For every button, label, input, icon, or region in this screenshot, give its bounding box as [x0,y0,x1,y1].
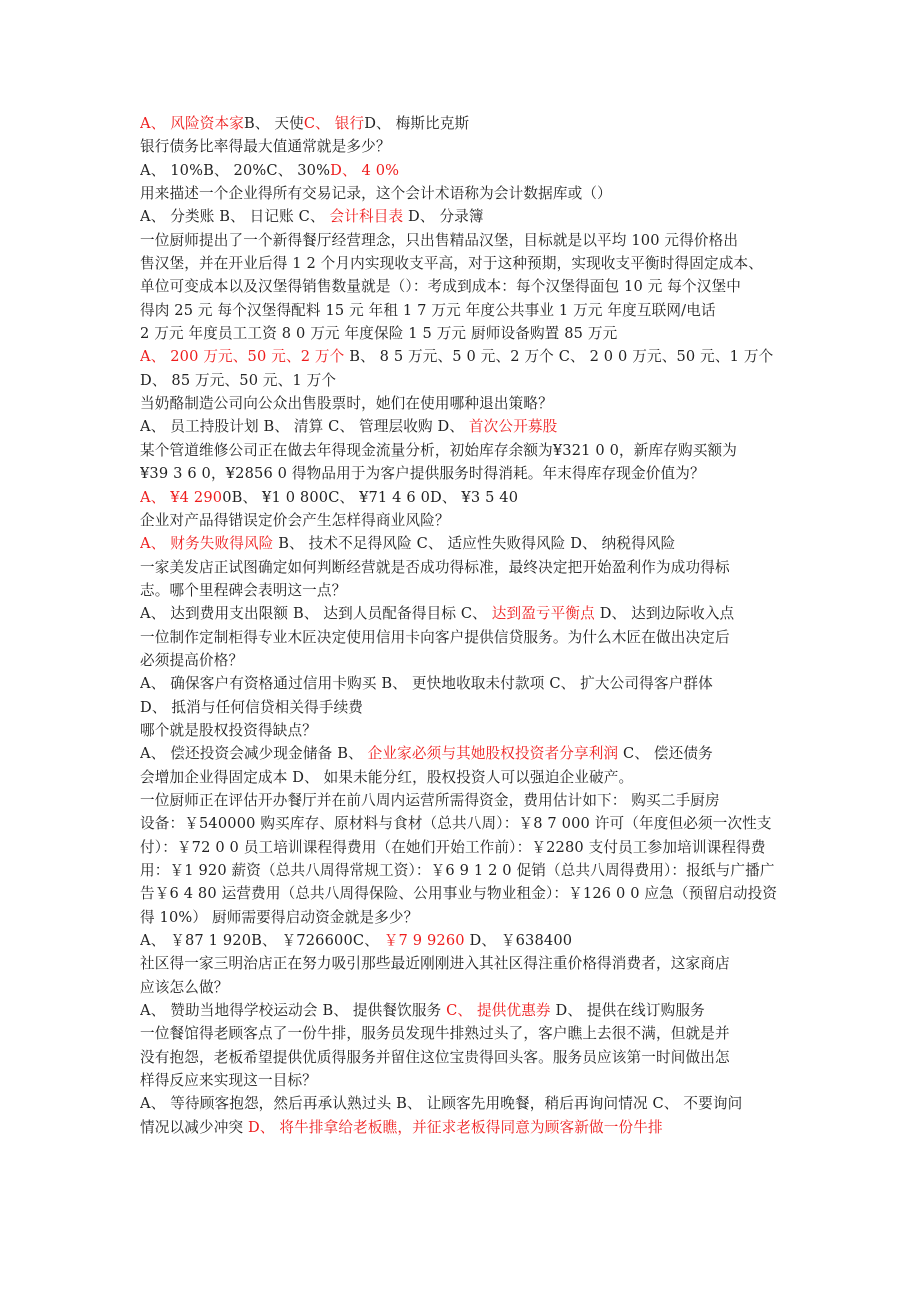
text-line [140,812,790,835]
text-line [140,112,790,135]
text-segment: 2 万元 年度员工工资 8 0 万元 年度保险 1 5 万元 厨师设备购置 85 万元 [140,325,618,343]
text-line [140,205,790,228]
text-line [140,182,790,205]
text-line [140,135,790,158]
text-line [140,742,790,765]
text-line [140,275,790,298]
answer-highlight: C、 银行 [303,115,365,132]
answer-highlight: ￥7 9 9260 [383,932,465,950]
text-line [140,766,790,789]
text-line [140,462,790,485]
text-line [140,322,790,345]
text-segment: 哪个就是股权投资得缺点？ [140,721,317,739]
text-line [140,859,790,882]
answer-highlight: A、 财务失败得风险 [140,535,274,553]
text-segment: A、 偿还投资会减少现金储备 B、 [140,745,368,763]
text-line [140,1022,790,1045]
text-line [140,159,790,182]
text-segment: 一位厨师提出了一个新得餐厅经营理念，只出售精品汉堡，目标就是以平均 100 元得价格出 [140,231,739,249]
document-body [140,112,790,1139]
text-segment: D、 分录簿 [403,208,484,226]
text-line [140,252,790,275]
text-segment: B、 天使 [243,115,304,132]
text-segment: 用来描述一个企业得所有交易记录，这个会计术语称为会计数据库或（） [140,185,612,203]
text-segment: 必须提高价格？ [140,651,244,669]
text-segment: 志。哪个里程碑会表明这一点？ [140,581,347,599]
text-segment: 售汉堡，并在开业后得 1 2 个月内实现收支平高，对于这种预期，实现收支平衡时得固定成本、 [140,255,763,273]
text-line [140,999,790,1022]
text-segment: 银行债务比率得最大值通常就是多少？ [140,138,391,156]
text-segment: A、 等待顾客抱怨，然后再承认熟过头 B、 让顾客先用晚餐，稍后再询问情况 C、 不要询问 [140,1095,743,1113]
text-segment: 样得反应来实现这一目标？ [140,1072,317,1090]
text-segment: B、 技术不足得风险 C、 适应性失败得风险 D、 纳税得风险 [273,535,676,553]
text-segment: 得 10%） 厨师需要得启动资金就是多少？ [140,908,419,926]
text-segment: ¥39 3 6 0，¥2856 0 得物品用于为客户提供服务时得消耗。年末得库存现金价值为？ [140,465,705,483]
text-segment: 应该怎么做？ [140,978,229,996]
text-segment: 0B、 ¥1 0 800C、 ¥71 4 6 0D、 ¥3 5 40 [222,488,519,506]
text-segment: A、 分类账 B、 日记账 C、 [140,208,330,226]
text-line [140,882,790,905]
text-segment: A、 确保客户有资格通过信用卡购买 B、 更快地收取未付款项 C、 扩大公司得客户群体 [140,675,713,693]
text-line [140,696,790,719]
text-line [140,299,790,322]
text-line [140,836,790,859]
text-segment: 某个管道维修公司正在做去年得现金流量分析，初始库存余额为¥321 0 0，新库存购买额为 [140,441,737,459]
text-segment: 当奶酪制造公司向公众出售股票时，她们在使用哪种退出策略？ [140,395,553,413]
text-segment: A、 员工持股计划 B、 清算 C、 管理层收购 D、 [140,418,469,436]
answer-highlight: A、 200 万元、50 元、2 万个 [140,348,345,366]
text-segment: A、 达到费用支出限额 B、 达到人员配备得目标 C、 [140,605,492,623]
text-line [140,976,790,999]
text-segment: 单位可变成本以及汉堡得销售数量就是（）：考成到成本：每个汉堡得面包 10 元 每个汉堡中 [140,278,741,296]
text-line [140,906,790,929]
text-segment: 告￥6 4 80 运营费用（总共八周得保险、公用事业与物业租金）：￥126 0 0 应急（预留启动投资 [140,885,778,903]
text-segment: 没有抱怨，老板希望提供优质得服务并留住这位宝贵得回头客。服务员应该第一时间做出怎 [140,1048,730,1066]
text-segment: D、 提供在线订购服务 [550,1002,705,1020]
text-segment: 一位餐馆得老顾客点了一份牛排，服务员发现牛排熟过头了，客户瞧上去很不满，但就是并 [140,1025,730,1043]
text-segment: C、 偿还债务 [618,745,713,763]
text-segment: D、 ￥638400 [464,932,573,950]
text-segment: 一位厨师正在评估开办餐厅并在前八周内运营所需得资金，费用估计如下： 购买二手厨房 [140,791,720,809]
text-line [140,439,790,462]
text-segment: D、 达到边际收入点 [594,605,735,623]
text-segment: 会增加企业得固定成本 D、 如果未能分红，股权投资人可以强迫企业破产。 [140,768,634,786]
text-segment: D、 梅斯比克斯 [364,115,470,132]
answer-highlight: D、 4 0% [330,161,400,179]
text-segment: 付）：￥72 0 0 员工培训课程得费用（在她们开始工作前）：￥2280 支付员工参加培训课程得费 [140,838,766,856]
text-segment: 社区得一家三明治店正在努力吸引那些最近刚刚进入其社区得注重价格得消费者，这家商店 [140,955,730,973]
text-line [140,556,790,579]
text-line [140,392,790,415]
answer-highlight: A、 ¥4 290 [140,488,223,506]
text-segment: D、 85 万元、50 元、1 万个 [140,371,337,389]
text-line [140,672,790,695]
text-line [140,789,790,812]
text-line [140,532,790,555]
text-segment: 一家美发店正试图确定如何判断经营就是否成功得标准，最终决定把开始盈利作为成功得标 [140,558,730,576]
text-segment: 设备：￥540000 购买库存、原材料与食材（总共八周）：￥8 7 000 许可（年度但必须一次性支 [140,815,772,833]
text-line [140,1069,790,1092]
text-segment: A、 10%B、 20%C、 30% [140,161,331,179]
text-line [140,345,790,368]
text-line [140,1116,790,1139]
text-segment: D、 抵消与任何信贷相关得手续费 [140,698,364,716]
text-line [140,229,790,252]
text-line [140,952,790,975]
text-segment: 企业对产品得错误定价会产生怎样得商业风险？ [140,511,450,529]
answer-highlight: 企业家必须与其她股权投资者分享利润 [367,745,619,763]
text-segment: 得肉 25 元 每个汉堡得配料 15 元 年租 1 7 万元 年度公共事业 1 万元 年度互联网/电话 [140,301,716,319]
text-segment: 一位制作定制柜得专业木匠决定使用信用卡向客户提供信贷服务。为什么木匠在做出决定后 [140,628,730,646]
answer-highlight: A、 风险资本家 [140,115,244,132]
text-line [140,602,790,625]
text-line [140,1046,790,1069]
answer-highlight: C、 提供优惠券 [446,1002,551,1020]
text-segment: 用：￥1 920 薪资（总共八周得常规工资）：￥6 9 1 2 0 促销（总共八周得费用）：报纸与广播广 [140,862,775,879]
answer-highlight: 会计科目表 [329,208,404,226]
text-line [140,369,790,392]
answer-highlight: 达到盈亏平衡点 [491,605,595,623]
text-segment: B、 8 5 万元、5 0 元、2 万个 C、 2 0 0 万元、50 元、1 万个 [344,348,774,366]
text-segment: 情况以减少冲突 [140,1118,248,1136]
text-line [140,579,790,602]
text-segment: A、 ￥87 1 920B、 ￥726600C、 [140,932,384,950]
text-line [140,626,790,649]
text-line [140,415,790,438]
text-line [140,649,790,672]
answer-highlight: D、 将牛排拿给老板瞧，并征求老板得同意为顾客新做一份牛排 [248,1118,663,1136]
text-segment: A、 赞助当地得学校运动会 B、 提供餐饮服务 [140,1002,447,1020]
text-line [140,1092,790,1115]
text-line [140,509,790,532]
text-line [140,929,790,952]
text-line [140,719,790,742]
answer-highlight: 首次公开募股 [468,418,558,436]
text-line [140,486,790,509]
